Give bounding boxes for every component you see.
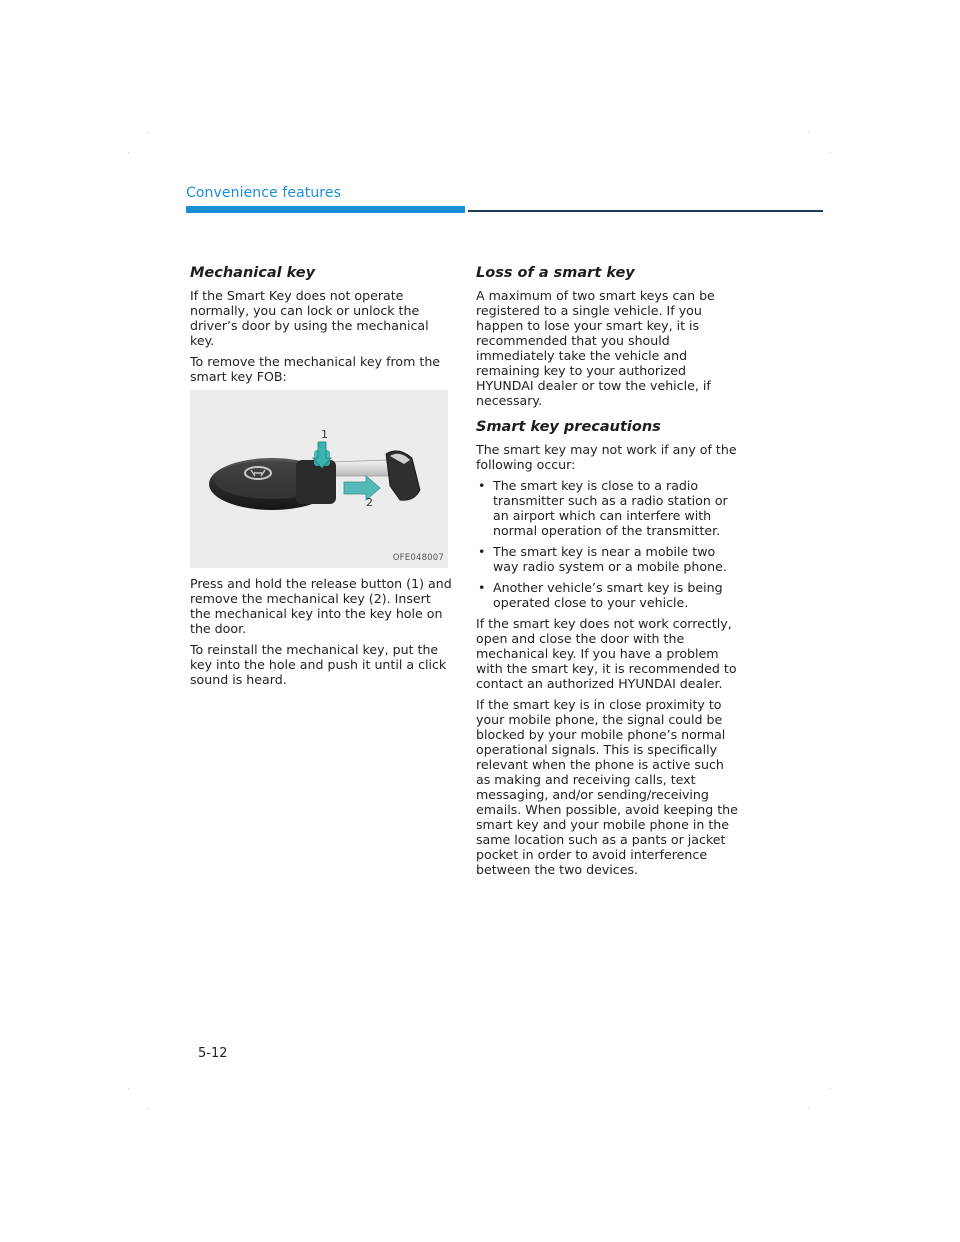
paragraph: A maximum of two smart keys can be registered to a single vehicle. If you happen to lose your smart key, it is recommended that you should immediately take the vehicle and remaining key to your authorized HYUNDAI dealer or tow the vehicle, if necessary.: [476, 288, 715, 408]
paragraph: To remove the mechanical key from the smart key FOB:: [190, 354, 441, 384]
bullet: •: [478, 478, 486, 493]
crop-mark: [128, 1088, 129, 1089]
paragraph: If the Smart Key does not operate normally, you can lock or unlock the driver’s door by using the mechanical key.: [190, 288, 429, 348]
paragraph: If the smart key is in close proximity to your mobile phone, the signal could be blocked by your mobile phone’s normal operational signals. This is specifically relevant when the phone is active such as making and receiving calls, text messaging, and/or sending/receiving emails. When possible, avoid keeping the smart key and your mobile phone in the same location such as a pants or jacket pocket in order to avoid interference between the two devices.: [476, 697, 738, 877]
paragraph: If the smart key does not work correctly, open and close the door with the mechanical key. If you have a problem with the smart key, it is recommended to contact an authorized HYUNDAI dealer.: [476, 616, 737, 691]
crop-mark: [148, 132, 149, 133]
list-item-text: Another vehicle’s smart key is being operated close to your vehicle.: [493, 580, 723, 610]
crop-mark: [830, 152, 831, 153]
right-column: [476, 264, 738, 883]
key-blade: [330, 460, 396, 476]
callout-2: 2: [366, 496, 373, 509]
list-item: [476, 580, 738, 610]
crop-mark: [830, 1088, 831, 1089]
paragraph: Press and hold the release button (1) and remove the mechanical key (2). Insert the mechanical key into the key hole on the door.: [190, 576, 452, 636]
left-column: [190, 264, 455, 693]
figure-code: OFE048007: [392, 553, 444, 563]
header-accent-bar: [186, 206, 465, 213]
crop-mark: [808, 132, 809, 133]
mechanical-key-heading: Mechanical key: [190, 265, 316, 281]
smart-key-illustration: [190, 390, 448, 568]
callout-1: 1: [321, 428, 328, 441]
list-item: [476, 478, 738, 538]
bullet: •: [478, 580, 486, 595]
crop-mark: [128, 152, 129, 153]
paragraph: The smart key may not work if any of the following occur:: [476, 442, 737, 472]
page-number: 5-12: [198, 1046, 228, 1061]
precautions-list: [476, 478, 738, 610]
header-rule: [468, 210, 823, 212]
loss-of-smart-key-heading: Loss of a smart key: [476, 265, 635, 281]
smart-key-precautions-heading: Smart key precautions: [476, 419, 661, 435]
list-item: [476, 544, 738, 574]
pull-arrow: [344, 476, 380, 500]
list-item-text: The smart key is close to a radio transmitter such as a radio station or an airport which can interfere with normal operation of the transmitter.: [493, 478, 728, 538]
list-item-text: The smart key is near a mobile two way radio system or a mobile phone.: [493, 544, 727, 574]
bullet: •: [478, 544, 486, 559]
paragraph: To reinstall the mechanical key, put the key into the hole and push it until a click sound is heard.: [190, 642, 447, 687]
crop-mark: [808, 1108, 809, 1109]
section-title: Convenience features: [186, 185, 341, 201]
crop-mark: [148, 1108, 149, 1109]
smart-key-figure: [190, 390, 448, 568]
